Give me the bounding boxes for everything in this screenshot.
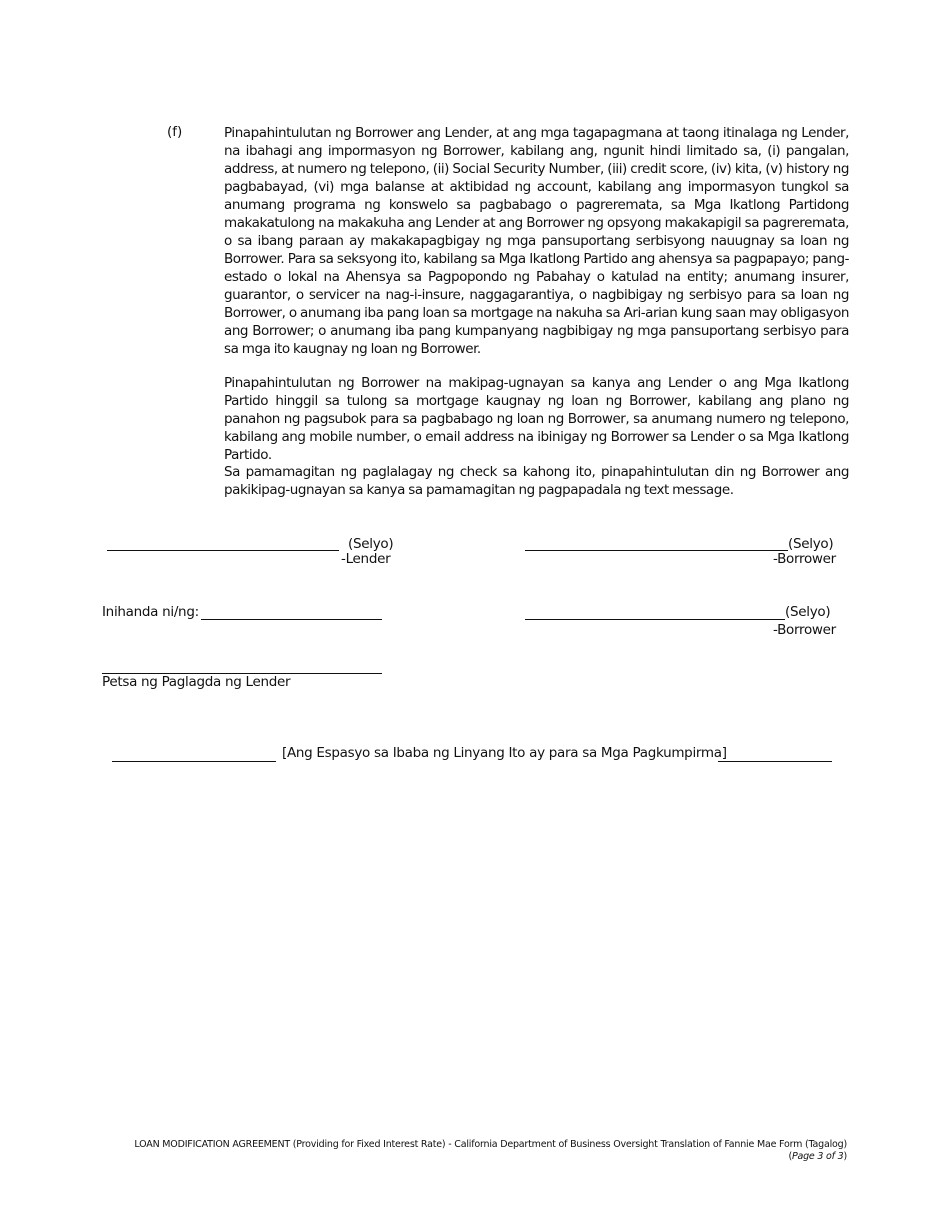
- borrower2-seal-label: (Selyo): [785, 604, 831, 620]
- lender-date-label: Petsa ng Paglagda ng Lender: [102, 674, 291, 690]
- footer-page-close: ): [843, 1151, 847, 1162]
- prepared-by-label: Inihanda ni/ng:: [102, 604, 199, 620]
- footer-page-label: Page 3 of 3: [791, 1151, 844, 1162]
- divider-line-left: [112, 761, 276, 762]
- clause-paragraph-contact: Pinapahintulutan ng Borrower na makipag-ugnayan sa kanya ang Lender o ang Mga Ikatlong Partido hinggil sa tulong sa mortgage kaugnay ng loan ng Borrower, kabilang ang plano ng panahon ng pagsubok para sa pagbabago ng loan ng Borrower, sa anumang numero ng telepono, kabilang ang mobile number, o email address na ibinigay ng Borrower sa Lender o sa Mga Ikatlong Partido.: [224, 375, 849, 463]
- borrower2-role-label: -Borrower: [773, 622, 836, 638]
- clause-label: (f): [167, 124, 183, 140]
- lender-seal-label: (Selyo): [348, 536, 394, 552]
- lender-signature-line[interactable]: [107, 550, 339, 551]
- clause-paragraph-text-message: Sa pamamagitan ng paglalagay ng check sa kahong ito, pinapahintulutan din ng Borrower ang pakikipag-ugnayan sa kanya sa pamamagitan ng pagpapadala ng text message.: [224, 464, 849, 498]
- clause-paragraph-authorization: Pinapahintulutan ng Borrower ang Lender, at ang mga tagapagmana at taong itinalaga ng Lender, na ibahagi ang impormasyon ng Borrower, kabilang ang, ngunit hindi limitado sa, (i) pangalan, address, at numero ng telepono, (ii) Social Security Number, (iii) credit score, (iv) kita, (v) history ng pagbabayad, (vi) mga balanse at aktibidad ng account, kabilang ang impormasyon tungkol sa anumang programa ng konswelo sa pagbabago o pagreremata, sa Mga Ikatlong Partidong makakatulong na makakuha ang Lender at ang Borrower ng opsyong makakapigil sa pagreremata, o sa ibang paraan ay makakapagbigay ng mga pansuportang serbisyong nauugnay sa loan ng Borrower. Para sa seksyong ito, kabilang sa Mga Ikatlong Partido ang ahensya sa pagpapayo; pang-estado o lokal na Ahensya sa Pagpopondo ng Pabahay o katulad na entity; anumang insurer, guarantor, o servicer na nag-i-insure, naggagarantiya, o nagbibigay ng serbisyo para sa loan ng Borrower, o anumang iba pang loan sa mortgage na nakuha sa Ari-arian kung saan may obligasyon ang Borrower; o anumang iba pang kumpanyang nagbibigay ng mga pansuportang serbisyo para sa mga ito kaugnay ng loan ng Borrower.: [224, 125, 849, 357]
- borrower1-role-label: -Borrower: [773, 551, 836, 567]
- borrower1-seal-label: (Selyo): [788, 536, 834, 552]
- footer-page-number: [134, 1151, 847, 1163]
- page-footer: [134, 1139, 847, 1163]
- borrower2-signature-line[interactable]: [525, 619, 785, 620]
- footer-form-title: LOAN MODIFICATION AGREEMENT (Providing for Fixed Interest Rate) - California Department of Business Oversight Translation of Fannie Mae Form (Tagalog): [134, 1139, 847, 1150]
- footer-page-open: (: [788, 1151, 792, 1162]
- prepared-by-line[interactable]: [201, 619, 382, 620]
- borrower1-signature-line[interactable]: [525, 550, 788, 551]
- divider-line-right: [718, 761, 832, 762]
- lender-role-label: -Lender: [341, 551, 391, 567]
- confirmation-divider-text: [Ang Espasyo sa Ibaba ng Linyang Ito ay para sa Mga Pagkumpirma]: [282, 745, 727, 761]
